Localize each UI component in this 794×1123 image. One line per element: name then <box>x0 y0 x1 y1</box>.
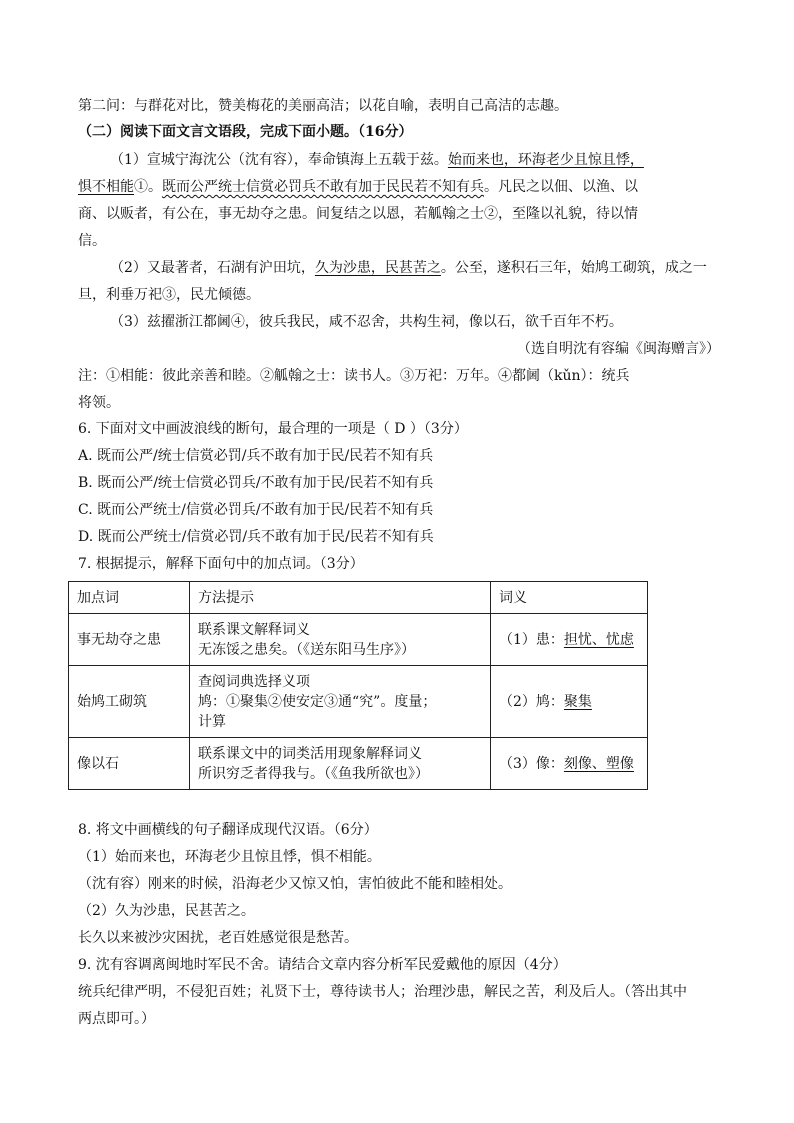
passage-paragraph-1-line-2 <box>78 177 638 197</box>
meaning-answer: 聚集 <box>563 693 592 710</box>
question-6-option-d: D. 既而公严统士/信赏必罚/兵不敢有加于民/民若不知有兵 <box>78 529 434 545</box>
question-8-answer-2: 长久以来被沙灾困扰，老百姓感觉很是愁苦。 <box>78 930 358 946</box>
table-cell-word: 像以石 <box>69 738 190 790</box>
hint-line: 联系课文解释词义 <box>198 621 310 638</box>
question-7-stem: 7. 根据提示，解释下面句中的加点词。（3分） <box>78 556 364 572</box>
table-cell-meaning <box>491 614 648 666</box>
passage-text: （1）宣城宁海沈公（沈有容），奉命镇海上五载于兹。 <box>110 152 448 168</box>
intro-line: 第二问：与群花对比，赞美梅花的美丽高洁；以花自喻，表明自己高洁的志趣。 <box>78 98 568 114</box>
question-7-table <box>68 581 648 790</box>
passage-paragraph-2-line-1 <box>110 258 707 278</box>
table-cell-hint <box>190 738 491 790</box>
table-row <box>69 666 648 738</box>
question-6-option-a: A. 既而公严/统士信赏必罚/兵不敢有加于民/民若不知有兵 <box>78 448 434 464</box>
question-8-sentence-1: （1）始而来也，环海老少且惊且悸，惧不相能。 <box>78 849 381 865</box>
underlined-sentence: 久为沙患，民甚苦之 <box>314 260 441 276</box>
table-cell-meaning <box>491 666 648 738</box>
table-header-cell: 加点词 <box>69 582 190 614</box>
hint-line: 鸠：①聚集②使安定③通“究”。度量； <box>198 693 437 710</box>
question-9-answer-line-1: 统兵纪律严明，不侵犯百姓；礼贤下士，尊待读书人；治理沙患，解民之苦，利及后人。（答出其中 <box>78 984 687 1000</box>
section-title: （二）阅读下面文言文语段，完成下面小题。（16分） <box>78 124 413 140</box>
table-header-cell: 方法提示 <box>190 582 491 614</box>
notes-line-2: 将领。 <box>78 395 120 411</box>
table-header-cell: 词义 <box>491 582 648 614</box>
question-8-sentence-2: （2）久为沙患，民甚苦之。 <box>78 903 255 919</box>
table-row <box>69 614 648 666</box>
underlined-sentence: 惧不相能 <box>78 179 134 195</box>
hint-line: 联系课文中的词类活用现象解释词义 <box>198 745 422 762</box>
meaning-answer: 刻像、塑像 <box>563 755 634 772</box>
passage-paragraph-1-line-4: 信。 <box>78 233 106 249</box>
meaning-prefix: （1）患： <box>499 631 564 648</box>
wavy-underlined-sentence: 既而公严统士信赏必罚兵不敢有加于民民若不知有兵 <box>162 179 484 195</box>
question-9-stem: 9. 沈有容调离闽地时军民不舍。请结合文章内容分析军民爱戴他的原因（4分） <box>78 957 567 973</box>
table-cell-hint <box>190 614 491 666</box>
question-9-answer-line-2: 两点即可。） <box>78 1011 155 1027</box>
question-6-option-c: C. 既而公严统士/信赏必罚兵/不敢有加于民/民若不知有兵 <box>78 502 434 518</box>
notes-line-1: 注：①相能：彼此亲善和睦。②觚翰之士：读书人。③万祀：万年。④都阃（kǔn）：统兵 <box>78 368 630 384</box>
passage-text: 。公至，遂积石三年，始鸠工砌筑，成之一 <box>440 260 707 276</box>
table-row <box>69 738 648 790</box>
passage-paragraph-2-line-2: 旦，利垂万祀③，民尤倾德。 <box>78 287 260 303</box>
meaning-answer: 担忧、忧虑 <box>563 631 634 648</box>
passage-paragraph-1-line-3: 商、以贩者，有公在，事无劫夺之患。间复结之以恩，若觚翰之士②，至隆以礼貌，待以情 <box>78 206 638 222</box>
passage-paragraph-3: （3）兹擢浙江都阃④，彼兵我民，咸不忍舍，共构生祠，像以石，欲千百年不朽。 <box>110 314 623 330</box>
passage-paragraph-1-line-1 <box>110 150 644 170</box>
question-6-stem: 6. 下面对文中画波浪线的断句，最合理的一项是（ D ）（3分） <box>78 421 468 437</box>
source-citation: （选自明沈有容编《闽海赠言》） <box>517 341 720 357</box>
question-8-stem: 8. 将文中画横线的句子翻译成现代汉语。（6分） <box>78 822 378 838</box>
table-cell-word: 始鸠工砌筑 <box>69 666 190 738</box>
passage-text: 。凡民之以佃、以渔、以 <box>484 179 638 195</box>
table-cell-meaning <box>491 738 648 790</box>
table-cell-word: 事无劫夺之患 <box>69 614 190 666</box>
hint-line: 计算 <box>198 713 226 730</box>
table-cell-hint <box>190 666 491 738</box>
meaning-prefix: （2）鸠： <box>499 693 564 710</box>
hint-line: 查阅词典选择义项 <box>198 673 310 690</box>
meaning-prefix: （3）像： <box>499 755 564 772</box>
question-6-option-b: B. 既而公严/统士信赏必罚兵/不敢有加于民/民若不知有兵 <box>78 475 434 491</box>
table-header-row <box>69 582 648 614</box>
hint-line: 所识穷乏者得我与。（《鱼我所欲也》） <box>198 765 429 782</box>
hint-line: 无冻馁之患矣。（《送东阳马生序》） <box>198 641 415 658</box>
passage-text: （2）又最著者，石湖有沪田坑， <box>110 260 315 276</box>
question-8-answer-1: （沈有容）刚来的时候，沿海老少又惊又怕，害怕彼此不能和睦相处。 <box>78 876 512 892</box>
passage-text: ①。 <box>134 179 162 195</box>
underlined-sentence: 始而来也，环海老少且惊且悸， <box>447 152 644 168</box>
